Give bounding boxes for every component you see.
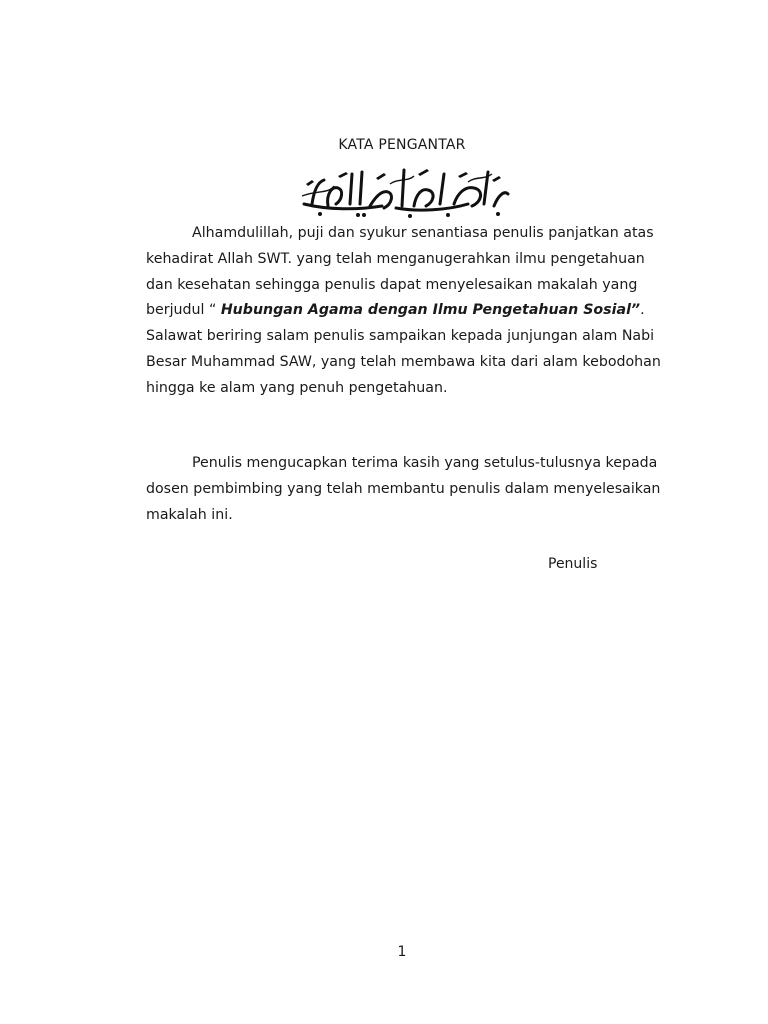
- paragraph1-text-continued: . Salawat beriring salam penulis sampaikan kepada junjungan alam Nabi Besar Muhammad SAW, yang telah membawa kita dari alam kebodohan hingga ke alam yang penuh pengetahuan.: [146, 302, 661, 396]
- basmala-calligraphy: [298, 160, 512, 220]
- paragraph2-text: Penulis mengucapkan terima kasih yang setulus-tulusnya kepada dosen pembimbing yang telah membantu penulis dalam menyelesaikan makalah ini.: [146, 455, 661, 523]
- thanks-paragraph: [146, 451, 666, 528]
- author-signature: Penulis: [548, 556, 598, 572]
- opening-paragraph: [146, 221, 666, 402]
- page-number: 1: [397, 944, 407, 960]
- page-title: KATA PENGANTAR: [338, 137, 466, 153]
- paragraph1-text: Alhamdulillah, puji dan syukur senantiasa penulis panjatkan atas kehadirat Allah SWT. yang telah menganugerahkan ilmu pengetahuan dan kesehatan sehingga penulis dapat menyelesaikan makalah yang berjudul “: [146, 225, 654, 319]
- makalah-title-emphasis: Hubungan Agama dengan Ilmu Pengetahuan Sosial”: [220, 302, 641, 319]
